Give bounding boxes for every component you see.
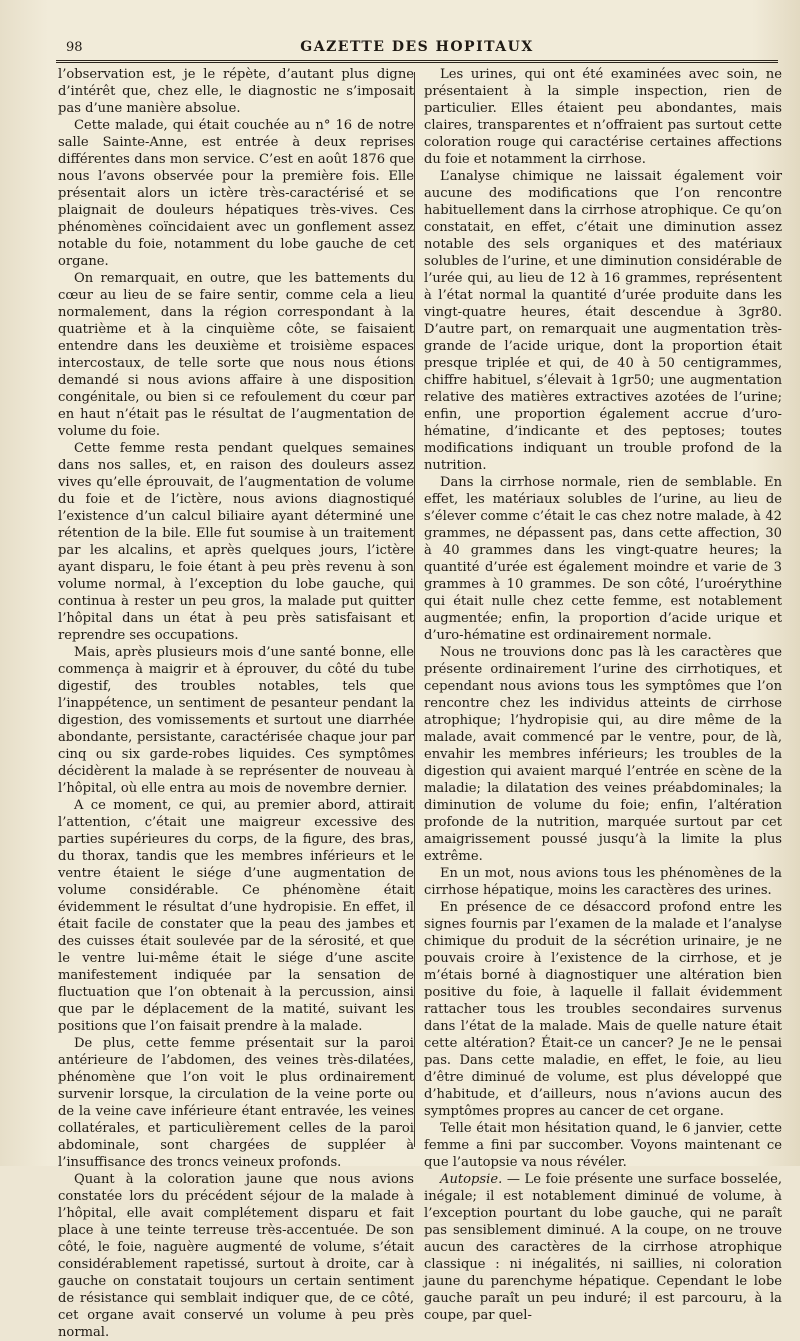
paragraph: Cette femme resta pendant quelques semaines dans nos salles, et, en raison des douleurs assez vives qu’elle éprouvait, de l’augmentation de volume du foie et de l’ictère, nous avions diagnostiqué l’existence d’un calcul biliaire ayant déterminé une rétention de la bile. Elle fut soumise à un traitement par les alcalins, et après quelques jours, l’ictère ayant disparu, le foie étant à peu près revenu à son volume normal, à l’exception du lobe gauche, qui continua à rester un peu gros, la malade put quitter l’hôpital dans un état à peu près satisfaisant et reprendre ses occupations. bbox=[58, 441, 414, 643]
paragraph: Mais, après plusieurs mois d’une santé bonne, elle commença à maigrir et à éprouver, du côté du tube digestif, des troubles notables, tels que l’inappétence, un sentiment de pesanteur pendant la digestion, des vomissements et surtout une diarrhée abondante, persistante, caractérisée chaque jour par cinq ou six garde-robes liquides. Ces symptômes décidèrent la malade à se représenter de nouveau à l’hôpital, où elle entra au mois de novembre dernier. bbox=[58, 645, 414, 796]
paragraph: Telle était mon hésitation quand, le 6 janvier, cette femme a fini par succomber. Voyons maintenant ce que l’autopsie va nous révéler. bbox=[424, 1121, 782, 1170]
autopsy-paragraph bbox=[424, 1171, 782, 1324]
column-divider bbox=[414, 72, 415, 1147]
paragraph: Quant à la coloration jaune que nous avions constatée lors du précédent séjour de la malade à l’hôpital, elle avait complétement disparu et fait place à une teinte terreuse très-accentuée. De son côté, le foie, naguère augmenté de volume, s’était considérablement rapetissé, surtout à droite, car à gauche on constatait toujours un certain sentiment de résistance qui semblait indiquer que, de ce côté, cet organe avait conservé un volume à peu près normal. bbox=[58, 1172, 414, 1340]
paragraph: En un mot, nous avions tous les phénomènes de la cirrhose hépatique, moins les caractères des urines. bbox=[424, 866, 782, 898]
right-column bbox=[424, 66, 782, 1324]
page-header bbox=[56, 30, 778, 63]
paragraph: De plus, cette femme présentait sur la paroi antérieure de l’abdomen, des veines très-dilatées, phénomène que l’on voit le plus ordinairement survenir lorsque, la circulation de la veine porte ou de la veine cave inférieure étant entravée, les veines collatérales, et particulièrement celles de la paroi abdominale, sont chargées de suppléer à l’insuffisance des troncs veineux profonds. bbox=[58, 1036, 414, 1170]
paragraph: Les urines, qui ont été examinées avec soin, ne présentaient à la simple inspection, rien de particulier. Elles étaient peu abondantes, mais claires, transparentes et n’offraient pas surtout cette coloration rouge qui caractérise certaines affections du foie et notamment la cirrhose. bbox=[424, 67, 782, 167]
paragraph: On remarquait, en outre, que les battements du cœur au lieu de se faire sentir, comme cela a lieu normalement, dans la région correspondant à la quatrième et à la cinquième côte, se faisaient entendre dans les deuxième et troisième espaces intercostaux, de telle sorte que nous nous étions demandé si nous avions affaire à une disposition congénitale, ou bien si ce refoulement du cœur par en haut n’était pas le résultat de l’augmentation de volume du foie. bbox=[58, 271, 414, 439]
paragraph: Cette malade, qui était couchée au n° 16 de notre salle Sainte-Anne, est entrée à deux reprises différentes dans mon service. C’est en août 1876 que nous l’avons observée pour la première fois. Elle présentait alors un ictère très-caractérisé et se plaignait de douleurs hépatiques très-vives. Ces phénomènes coïncidaient avec un gonflement assez notable du foie, notamment du lobe gauche de cet organe. bbox=[58, 118, 414, 269]
paragraph: L’analyse chimique ne laissait également voir aucune des modifications que l’on rencontre habituellement dans la cirrhose atrophique. Ce qu’on constatait, en effet, c’était une diminution assez notable des sels organiques et des matériaux solubles de l’urine, et une diminution considérable de l’urée qui, au lieu de 12 à 16 grammes, représentent à l’état normal la quantité d’urée produite dans les vingt-quatre heures, était descendue à 3gr80. D’autre part, on remarquait une augmentation très-grande de l’acide urique, dont la proportion était presque triplée et qui, de 40 à 50 centigrammes, chiffre habituel, s’élevait à 1gr50; une augmentation relative des matières extractives azotées de l’urine; enfin, une proportion également accrue d’uro-hématine, d’indicante et des peptoses; toutes modifications indiquant un trouble profond de la nutrition. bbox=[424, 169, 782, 473]
paragraph: Dans la cirrhose normale, rien de semblable. En effet, les matériaux solubles de l’urine, au lieu de s’élever comme c’était le cas chez notre malade, à 42 grammes, ne dépassent pas, dans cette affection, 30 à 40 grammes dans les vingt-quatre heures; la quantité d’urée est également moindre et varie de 3 grammes à 10 grammes. De son côté, l’uroérythine qui était nulle chez cette femme, est notablement augmentée; enfin, la proportion d’acide urique et d’uro-hématine est ordinairement normale. bbox=[424, 475, 782, 643]
running-title: GAZETTE DES HOPITAUX bbox=[300, 39, 534, 55]
paragraph: Nous ne trouvions donc pas là les caractères que présente ordinairement l’urine des cirrhotiques, et cependant nous avions tous les symptômes que l’on rencontre chez les individus atteints de cirrhose atrophique; l’hydropisie qui, au dire même de la malade, avait commencé par le ventre, pour, de là, envahir les membres inférieurs; les troubles de la digestion qui avaient marqué l’entrée en scène de la maladie; la dilatation des veines préabdominales; la diminution de volume du foie; enfin, l’altération profonde de la nutrition, marquée surtout par cet amaigrissement poussé jusqu’à la limite la plus extrême. bbox=[424, 645, 782, 864]
autopsy-label: Autopsie. bbox=[440, 1172, 503, 1187]
paragraph: l’observation est, je le répète, d’autant plus digne d’intérêt que, chez elle, le diagnostic ne s’imposait pas d’une manière absolue. bbox=[58, 67, 414, 116]
paragraph: En présence de ce désaccord profond entre les signes fournis par l’examen de la malade et l’analyse chimique du produit de la sécrétion urinaire, je ne pouvais croire à l’existence de la cirrhose, et je m’étais borné à diagnostiquer une altération bien positive du foie, à laquelle il fallait évidemment rattacher tous les troubles secondaires survenus dans l’état de la malade. Mais de quelle nature était cette altération? Était-ce un cancer? Je ne le pensai pas. Dans cette maladie, en effet, le foie, au lieu d’être diminué de volume, est plus développé que d’habitude, et d’ailleurs, nous n’avions aucun des symptômes propres au cancer de cet organe. bbox=[424, 900, 782, 1119]
page-number: 98 bbox=[66, 40, 83, 55]
paragraph: A ce moment, ce qui, au premier abord, attirait l’attention, c’était une maigreur excessive des parties supérieures du corps, de la figure, des bras, du thorax, tandis que les membres inférieurs et le ventre étaient le siége d’une augmentation de volume considérable. Ce phénomène était évidemment le résultat d’une hydropisie. En effet, il était facile de constater que la peau des jambes et des cuisses était soulevée par de la sérosité, et que le ventre lui-même était le siége d’une ascite manifestement indiquée par la sensation de fluctuation que l’on obtenait à la percussion, ainsi que par le déplacement de la matité, suivant les positions que l’on faisait prendre à la malade. bbox=[58, 798, 414, 1034]
autopsy-text: — Le foie présente une surface bosselée, inégale; il est notablement diminué de volume, à l’exception pourtant du lobe gauche, qui ne paraît pas sensiblement diminué. A la coupe, on ne trouve aucun des caractères de la cirrhose atrophique classique : ni inégalités, ni saillies, ni coloration jaune du parenchyme hépatique. Cependant le lobe gauche paraît un peu induré; il est parcouru, à la coupe, par quel- bbox=[424, 1172, 782, 1323]
left-column bbox=[58, 66, 414, 1341]
